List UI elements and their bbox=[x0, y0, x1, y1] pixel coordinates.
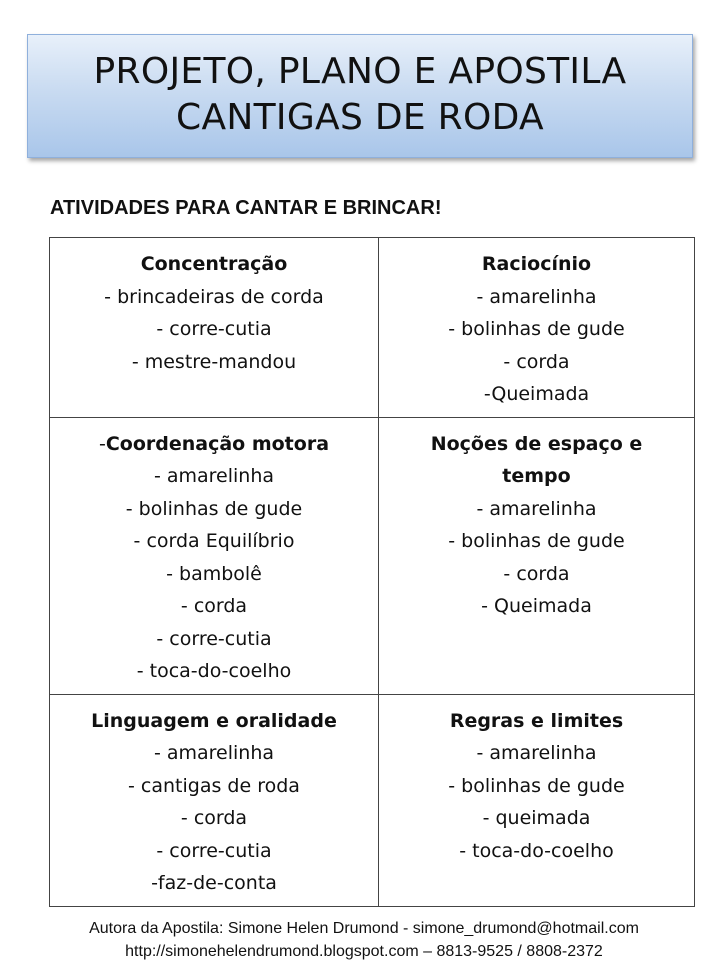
list-item: - bolinhas de gude bbox=[448, 318, 625, 340]
footer-contact-line: http://simonehelendrumond.blogspot.com – 8813-9525 / 8808-2372 bbox=[125, 943, 603, 960]
title-dash: - bbox=[98, 432, 106, 455]
list-item: - bolinhas de gude bbox=[448, 774, 625, 797]
list-item: - amarelinha bbox=[476, 285, 597, 308]
list-item: -Queimada bbox=[483, 383, 590, 405]
list-item: - Queimada bbox=[481, 595, 592, 617]
list-item: - cantigas de roda bbox=[128, 774, 300, 797]
cell-title-line-2: tempo bbox=[502, 465, 571, 487]
cell-title: Regras e limites bbox=[449, 709, 624, 732]
title-line-2: CANTIGAS DE RODA bbox=[176, 97, 544, 138]
list-item: - corda bbox=[180, 807, 248, 829]
table-row bbox=[50, 238, 695, 418]
list-item: - mestre-mandou bbox=[131, 350, 297, 373]
title-line-1: PROJETO, PLANO E APOSTILA bbox=[93, 51, 627, 92]
table-row bbox=[50, 417, 695, 694]
list-item: - toca-do-coelho bbox=[459, 839, 614, 862]
list-item: - amarelinha bbox=[476, 497, 597, 520]
subtitle: ATIVIDADES PARA CANTAR E BRINCAR! bbox=[50, 197, 442, 219]
cell-title-line-1: Noções de espaço e bbox=[430, 432, 643, 455]
list-item: - corda bbox=[180, 595, 248, 617]
list-item: - corre-cutia bbox=[156, 318, 272, 340]
list-item: - brincadeiras de corda bbox=[104, 285, 324, 308]
cell-regras-limites bbox=[379, 694, 695, 906]
cell-title: Linguagem e oralidade bbox=[91, 709, 337, 732]
cell-title: Concentração bbox=[140, 253, 288, 275]
list-item: - bambolê bbox=[166, 562, 262, 585]
cell-nocoes-espaco-tempo bbox=[379, 417, 695, 694]
list-item: - toca-do-coelho bbox=[136, 660, 292, 682]
list-item: -faz-de-conta bbox=[151, 872, 277, 894]
list-item: - queimada bbox=[482, 807, 591, 829]
cell-coordenacao-motora bbox=[50, 417, 379, 694]
list-item: - bolinhas de gude bbox=[448, 530, 625, 552]
list-item: - corre-cutia bbox=[156, 627, 272, 650]
cell-raciocinio bbox=[379, 238, 695, 418]
list-item: - amarelinha bbox=[476, 742, 597, 764]
list-item: - corda Equilíbrio bbox=[133, 530, 295, 552]
list-item: - amarelinha bbox=[153, 465, 275, 487]
activities-table bbox=[49, 237, 695, 907]
list-item: - bolinhas de gude bbox=[125, 497, 303, 520]
list-item: - amarelinha bbox=[153, 742, 275, 764]
cell-linguagem-oralidade bbox=[50, 694, 379, 906]
list-item: - corda bbox=[503, 562, 570, 585]
cell-title bbox=[54, 428, 374, 461]
footer bbox=[0, 917, 728, 963]
cell-title: Raciocínio bbox=[481, 253, 592, 275]
cell-title-text: Coordenação motora bbox=[105, 432, 330, 455]
footer-author-line: Autora da Apostila: Simone Helen Drumond - simone_drumond@hotmail.com bbox=[89, 920, 639, 937]
table-row bbox=[50, 694, 695, 906]
title-banner bbox=[27, 34, 693, 158]
list-item: - corre-cutia bbox=[156, 839, 272, 862]
list-item: - corda bbox=[503, 350, 570, 373]
cell-concentracao bbox=[50, 238, 379, 418]
